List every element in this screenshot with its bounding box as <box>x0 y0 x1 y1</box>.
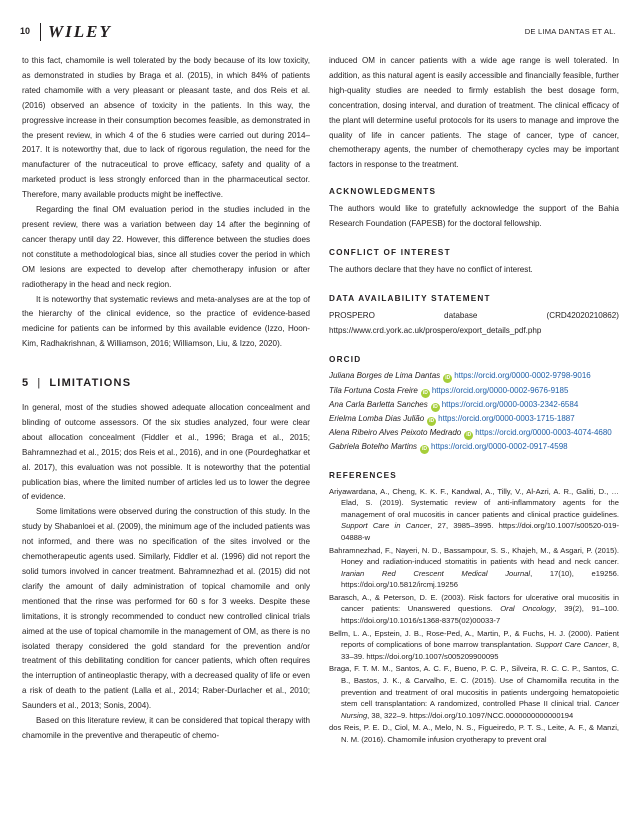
reference-details: , 38, 322–9. https://doi.org/10.1097/NCC.0000000000000194 <box>367 710 574 720</box>
paragraph: Regarding the final OM evaluation period in the studies included in the present review, there was a variation between day 14 after the beginning of cancer therapy until day 22. However, this difference between the studies does not constitute a methodological bias, since all studies cover the period in which OM lesions are expected to develop after chemotherapy infusion or after radiotherapy in the head and neck region. <box>22 205 310 289</box>
orcid-entry <box>329 369 619 383</box>
page-header <box>0 22 638 44</box>
orcid-entry <box>329 412 619 426</box>
data-availability-heading: DATA AVAILABILITY STATEMENT <box>329 293 491 303</box>
reference-details: , 17(10), e19256. https://doi.org/10.5812/ircmj.19256 <box>341 568 619 590</box>
orcid-link[interactable]: https://orcid.org/0000-0003-1715-1887 <box>438 414 575 424</box>
section-number: 5 <box>22 377 30 390</box>
orcid-author-name: Alena Ribeiro Alves Peixoto Medrado <box>329 428 462 438</box>
reference-journal: Support Care in Cancer <box>341 521 431 531</box>
reference-text: Bahramnezhad, F., Nayeri, N. D., Bassampour, S. S., Khajeh, M., & Asgari, P. (2015). Honey and radiation-induced stomatitis in patients with head and neck cancer. <box>329 545 619 567</box>
orcid-icon: iD <box>422 446 428 453</box>
left-column <box>22 54 310 744</box>
section-heading-limitations <box>22 376 310 391</box>
logo-divider <box>40 23 41 41</box>
orcid-author-name: Juliana Borges de Lima Dantas <box>329 371 441 381</box>
reference-text: Braga, F. T. M. M., Santos, A. C. F., Bueno, P. C. P., Silveira, R. C. C. P., Santos, C. B., Bastos, J. K., & Carvalho, E. C. (2015). Use of Chamomilla recutita in the prevention and treatment of oral mucositis in patients undergoing hematopoietic stem cell transplantation: A randomized, controlled Phase II clinical trial. <box>329 664 619 709</box>
section-separator: | <box>37 377 42 390</box>
orcid-link[interactable]: https://orcid.org/0000-0002-0917-4598 <box>431 442 568 452</box>
right-column <box>329 54 619 747</box>
reference-details: , 27, 3985–3995. https://doi.org/10.1007/s00520-019-04888-w <box>341 521 619 542</box>
paragraph: Some limitations were observed during the construction of this study. In the study by Shabanloei et al. (2009), the minimum age of the included patients was not informed, and there was no specification of the sites involved or the chemotherapeutic agents used. Similarly, Fiddler et al. (1996) did not report the solid tumors involved in cancer treatment. Bahramnezhad et al. (2015) did not clarify the amount of daily administration of topical chamomile and only mentioned that the rinse was performed for 60 s for 3 weeks. Despite these limitations, it is strongly recommended to conduct new controlled clinical trials aimed at the use of topical chamomile in the management of OM, as there is no isolated therapy considered the gold standard for the prevention and/or treatment of this debilitating condition for cancer patients, which often requires the interruption of antineoplastic therapy, with a decreased quality of life or even a risk of death to the patient (Lalla et al., 2014; Raber-Durlacher et al., 2010; Saunders et al., 2013; Sonis, 2004). <box>22 507 310 711</box>
orcid-author-name: Gabriela Botelho Martins <box>329 442 418 452</box>
reference-entry <box>329 628 619 663</box>
section-title: LIMITATIONS <box>49 377 132 390</box>
orcid-icon: iD <box>432 403 438 410</box>
page-number: 10 <box>20 26 31 36</box>
reference-text: Ariyawardana, A., Cheng, K. K. F., Kandwal, A., Tilly, V., Al-Azri, A. R., Galiti, D., … Elad, S. (2019). Systematic review of anti-inflammatory agents for the management of oral mucositis in cancer patients and clinical practice guidelines. <box>329 486 619 519</box>
reference-text: Barasch, A., & Peterson, D. E. (2003). Risk factors for ulcerative oral mucositis in cancer patients: Unanswered questions. <box>329 592 619 614</box>
acknowledgments-text: The authors would like to gratefully acknowledge the support of the Bahia Research Foundation (FAPESB) for the doctoral fellowship. <box>329 204 619 229</box>
reference-entry <box>329 592 619 627</box>
reference-entry <box>329 545 619 591</box>
references-heading: REFERENCES <box>329 470 397 480</box>
paragraph: to this fact, chamomile is well tolerated by the body because of its low toxicity, as demonstrated in studies by Braga et al. (2015), in which 84% of patients rated chamomile with a very pleasant or pleasant taste, and dos Reis et al. (2016) observed an absence of toxicity in the patients. In this way, the progressive increase in their consumption becomes feasible, as demonstrated in the present review, in which 4 of the 6 studies were carried out during 2014–2017. It is noteworthy that, due to lack of rigorous regulation, the need for the manufacturer of the nutraceutical to prove efficacy, safety and quality of a marketed product is less strongly enforced than in the pharmaceutical sector. Therefore, many available products might be ineffective. <box>22 56 310 200</box>
publisher-name: WILEY <box>48 22 112 41</box>
reference-list <box>329 486 619 746</box>
orcid-icon: iD <box>466 432 472 439</box>
data-availability-text: PROSPERO database (CRD42020210862) https://www.crd.york.ac.uk/prospero/export_details_pdf.php <box>329 310 619 335</box>
paragraph: In general, most of the studies showed adequate allocation concealment and blinding of outcome assessors. Of the six studies analyzed, four were clear about allocation concealment (Fiddler et al., 1996; Braga et al., 2015; Bahramnezhad et al., 2015; dos Reis et al., 2016), and in one (Pourdeghatkar et al. 2017), this evaluation was not possible. It is noteworthy that the potential publication bias, where the limited number of articles led us to lower the degree of evidence. <box>22 403 310 502</box>
reference-entry <box>329 663 619 721</box>
reference-details: , 39(2), 91–100. https://doi.org/10.1016/s1368-8375(02)00033-7 <box>341 604 619 626</box>
orcid-icon: iD <box>422 389 428 396</box>
orcid-entry <box>329 426 619 440</box>
running-head: DE LIMA DANTAS ET AL. <box>524 27 616 36</box>
reference-journal: Oral Oncology <box>500 604 555 614</box>
orcid-link[interactable]: https://orcid.org/0000-0002-9676-9185 <box>431 385 569 395</box>
orcid-link[interactable]: https://orcid.org/0000-0003-2342-6584 <box>441 399 579 409</box>
orcid-icon: iD <box>445 375 451 382</box>
orcid-author-name: Tila Fortuna Costa Freire <box>329 385 418 395</box>
reference-text: Bellm, L. A., Epstein, J. B., Rose-Ped, A., Martin, P., & Fuchs, H. J. (2000). Patient reports of complications of bone marrow transplantation. <box>329 628 619 650</box>
orcid-heading: ORCID <box>329 354 362 364</box>
reference-entry <box>329 722 619 745</box>
reference-journal: Support Care Cancer <box>535 640 608 650</box>
conflict-heading: CONFLICT OF INTEREST <box>329 247 451 257</box>
reference-details: , 8, 33–39. https://doi.org/10.1007/s005209900095 <box>341 640 619 661</box>
acknowledgments-heading: ACKNOWLEDGMENTS <box>329 187 437 197</box>
orcid-link[interactable]: https://orcid.org/0000-0002-9798-9016 <box>454 371 591 381</box>
orcid-link[interactable]: https://orcid.org/0000-0003-4074-4680 <box>475 428 612 438</box>
orcid-list <box>329 369 619 454</box>
paragraph: It is noteworthy that systematic reviews and meta-analyses are at the top of the hierarchy of the clinical evidence, so the practice of evidence-based medicine for patients can be informed by this available evidence (Izzo, Hoon-Kim, Radhakrishnan, & Williamson, 2016; Williamson, Liu, & Izzo, 2020). <box>22 294 310 349</box>
reference-entry <box>329 486 619 544</box>
orcid-entry <box>329 384 619 398</box>
orcid-entry <box>329 398 619 412</box>
publisher-logo <box>40 22 112 42</box>
orcid-author-name: Erielma Lomba Dias Julião <box>329 414 425 424</box>
orcid-icon: iD <box>429 418 435 425</box>
orcid-author-name: Ana Carla Barletta Sanches <box>329 399 428 409</box>
conflict-text: The authors declare that they have no conflict of interest. <box>329 264 533 274</box>
reference-journal: Cancer Nursing <box>341 699 619 720</box>
orcid-entry <box>329 440 619 454</box>
reference-text: dos Reis, P. E. D., Ciol, M. A., Melo, N. S., Figueiredo, P. T. S., Leite, A. F., & Manzi, N. M. (2016). Chamomile infusion cryotherapy to prevent oral <box>329 723 619 744</box>
paragraph: Based on this literature review, it can be considered that topical therapy with chamomile in the preventive and therapeutic of chemo- <box>22 716 310 740</box>
paragraph: induced OM in cancer patients with a wide age range is well tolerated. In addition, as this natural agent is easily accessible and financially feasible, further high-quality studies are needed to firmly establish the best dosage form, concentration, dosing interval, and duration of treatment. The clinical efficacy of the plant will determine useful protocols for its users to manage and improve the quality of life in cancer patients. The stage of cancer, type of cancer, chemotherapy agents, the number of chemotherapy cycles may be important factors in response to the treatment. <box>329 56 619 170</box>
reference-journal: Iranian Red Crescent Medical Journal <box>341 568 531 578</box>
